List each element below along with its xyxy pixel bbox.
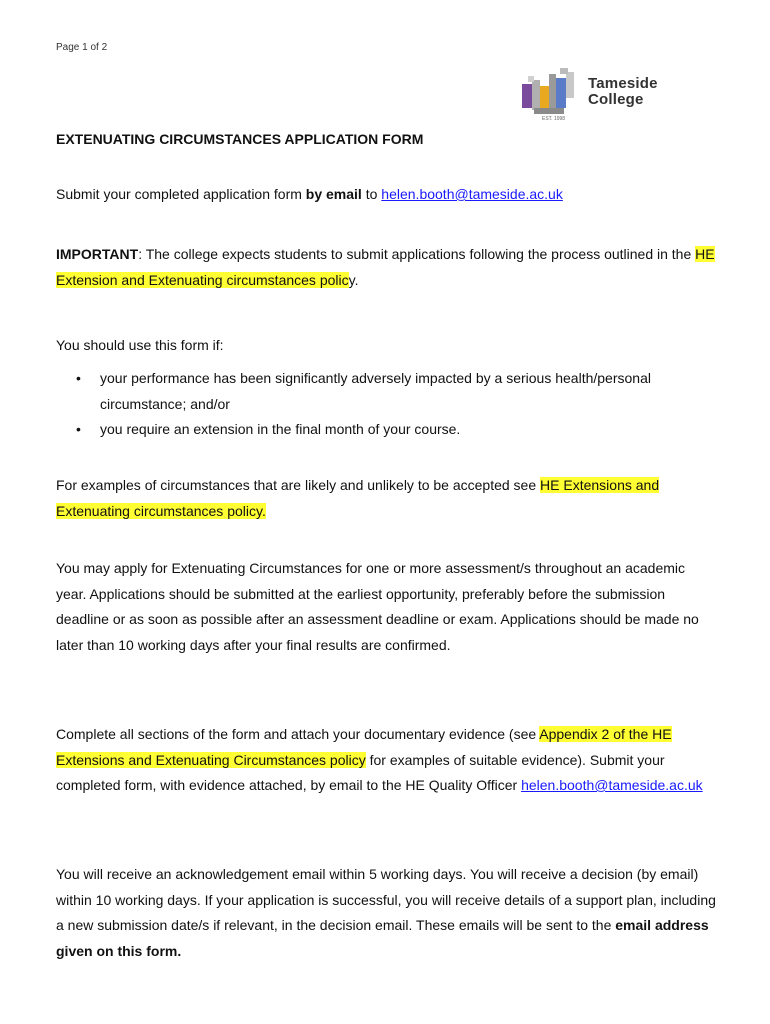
complete-paragraph <box>56 722 716 799</box>
bullet-icon: • <box>76 370 81 386</box>
complete-text-2: for examples of suitable evidence). Submit your completed form, with evidence attached, by email to the HE Quality Officer <box>56 751 665 793</box>
important-label: IMPORTANT <box>56 246 139 262</box>
quality-officer-email-link[interactable]: helen.booth@tameside.ac.uk <box>521 777 703 793</box>
use-form-intro: You should use this form if: <box>56 337 224 353</box>
apply-paragraph: You may apply for Extenuating Circumstances for one or more assessment/s throughout an academic year. Applications should be submitted at the earliest opportunity, preferably before the submission deadline or as soon as possible after an assessment deadline or exam. Applications should be made no later than 10 working days after your final results are confirmed. <box>56 560 699 653</box>
receive-paragraph <box>56 862 716 964</box>
submit-email-link[interactable]: helen.booth@tameside.ac.uk <box>381 186 563 202</box>
form-title: EXTENUATING CIRCUMSTANCES APPLICATION FORM <box>56 131 424 147</box>
page-number: Page 1 of 2 <box>56 42 108 53</box>
use-form-list <box>56 366 716 443</box>
list-item-text: your performance has been significantly adversely impacted by a serious health/personal circumstance; and/or <box>100 370 651 412</box>
examples-text: For examples of circumstances that are likely and unlikely to be accepted see <box>56 477 541 493</box>
important-text: : The college expects students to submit applications following the process outlined in the <box>138 246 696 262</box>
list-item-text: you require an extension in the final month of your course. <box>100 421 461 437</box>
logo-line-1: Tameside <box>588 75 658 92</box>
examples-paragraph <box>56 473 716 524</box>
appendix-highlight: Appendix 2 of the HE Extensions and Extenuating Circumstances policy <box>56 726 672 768</box>
college-logo <box>520 66 670 128</box>
logo-caption: EST. 1998 <box>542 116 566 122</box>
submit-prefix: Submit your completed application form <box>56 186 306 202</box>
examples-policy-highlight: HE Extensions and Extenuating circumstances policy. <box>56 477 660 519</box>
list-item <box>56 417 716 443</box>
bullet-icon: • <box>76 421 81 437</box>
submit-middle: to <box>361 186 382 202</box>
list-item <box>56 366 716 417</box>
policy-highlight: HE Extension and Extenuating circumstances polic <box>56 246 715 288</box>
logo-line-2: College <box>588 91 644 108</box>
important-tail: y. <box>348 271 359 288</box>
receive-bold: email address given on this form. <box>56 917 709 959</box>
receive-text: You will receive an acknowledgement email within 5 working days. You will receive a decision (by email) within 10 working days. If your application is successful, you will receive details of a support plan, including a new submission date/s if relevant, in the decision email. These emails will be sent to the <box>56 866 716 933</box>
submit-instruction <box>56 182 716 208</box>
complete-text-1: Complete all sections of the form and attach your documentary evidence (see <box>56 726 540 742</box>
important-note <box>56 242 716 293</box>
submit-bold: by email <box>305 186 362 202</box>
